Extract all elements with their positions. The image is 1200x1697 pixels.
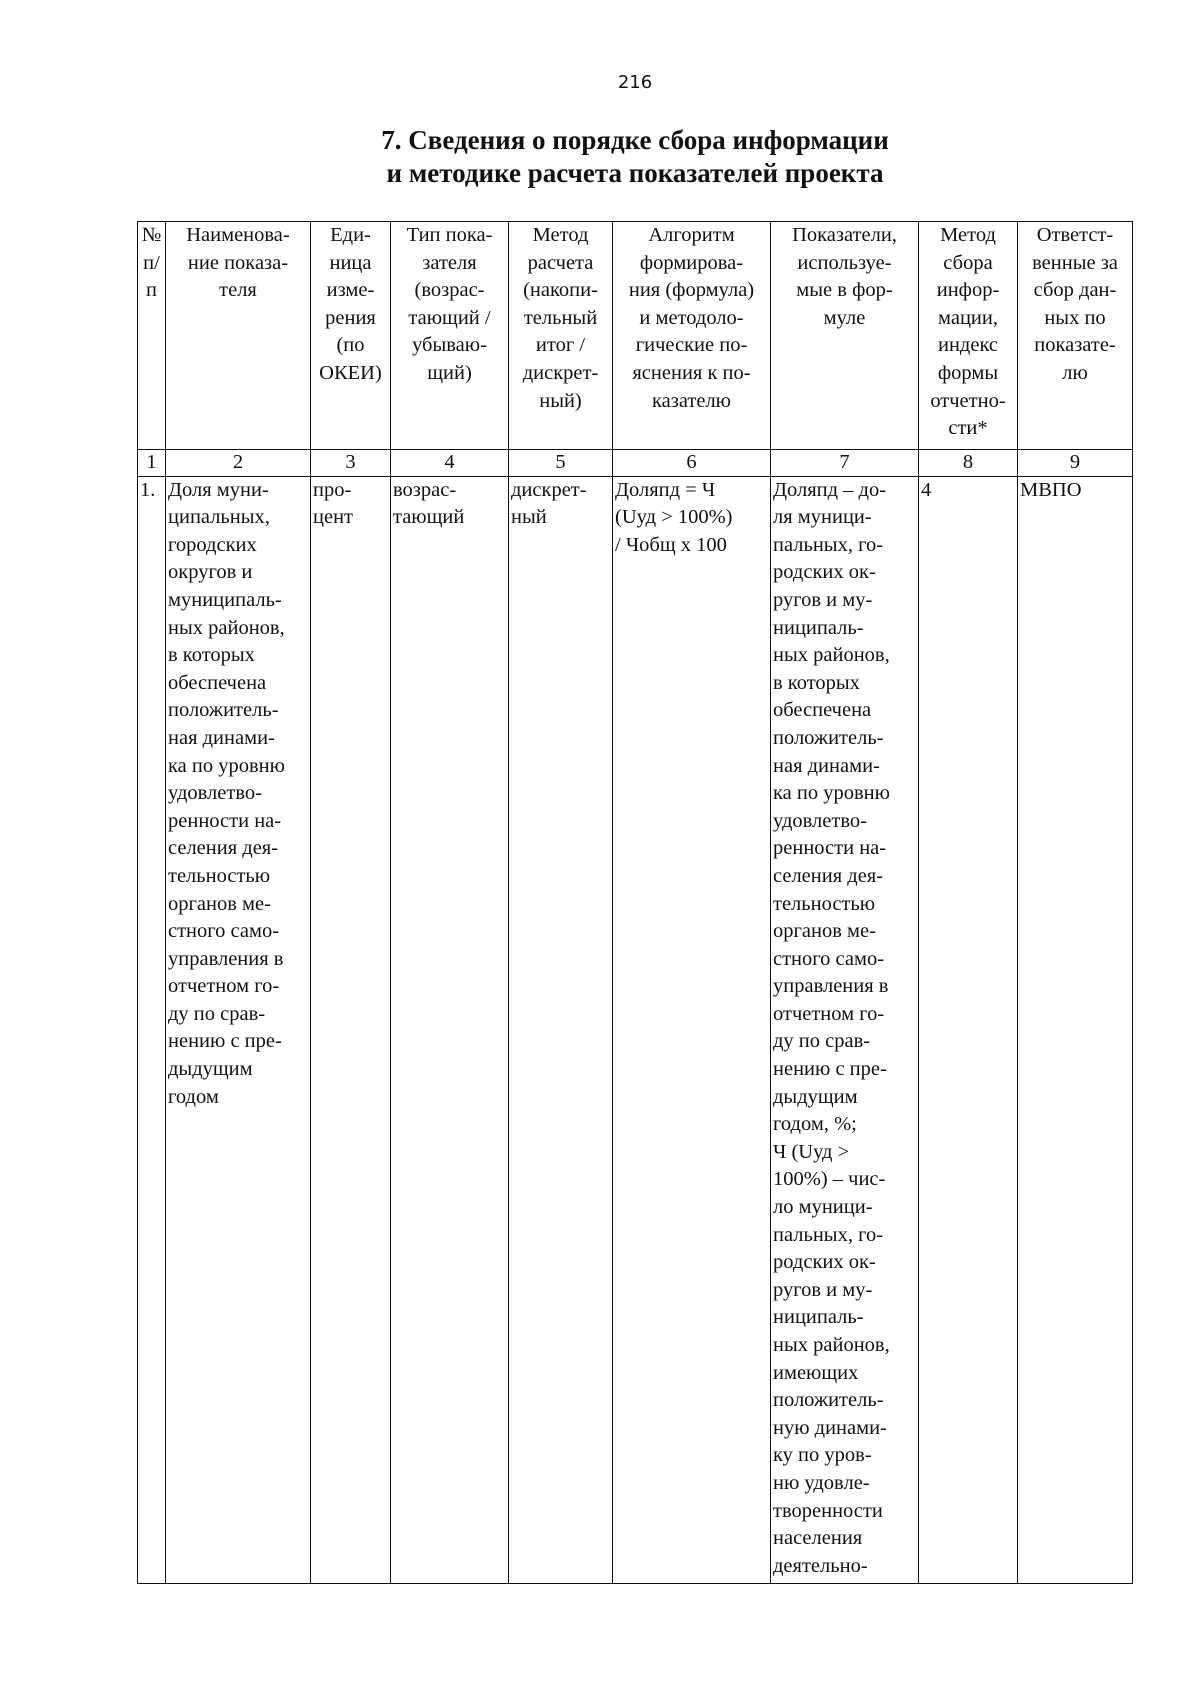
cell-text-line: в которых [168,644,255,667]
cell-text-line: ных районов, [168,616,285,639]
column-number: 2 [166,449,311,476]
cell-text-line: Тип пока- [406,224,493,246]
cell-text-line: Ответст- [1036,224,1114,246]
cell-text-line: ная динами- [773,754,880,777]
cell-text-line: (по [336,334,365,357]
cell-text-line: МВПО [1020,478,1082,501]
cell-text-line: ло муници- [773,1196,873,1219]
cell-text-line: ругов и му- [773,588,873,611]
cell-text-line: ния (формула) [628,279,755,302]
cell-text-line: гические по- [635,334,748,357]
cell-text-line: дискрет- [511,478,587,501]
cell-text-line: Доля муни- [168,478,269,501]
cell-text-line: ципальных, [168,506,270,529]
cell-indicator-name [166,476,311,1583]
cell-text-line: Метод [532,224,589,246]
cell-text-line: управления в [168,947,284,970]
cell-text-line: городских [168,533,257,556]
cell-text-line: в которых [773,671,860,694]
cell-text-line: сти* [948,417,988,440]
cell-text-line: родских ок- [773,1251,876,1274]
header-indicator-name [166,222,311,450]
cell-text-line: имеющих [773,1361,859,1384]
cell-text-line: положитель- [168,699,279,722]
cell-text-line: зателя [422,251,477,274]
cell-text-line: формирова- [639,251,744,274]
cell-text-line: яснения к по- [632,361,751,384]
cell-text-line: удовлетво- [168,782,262,805]
cell-text-line: тельностью [773,892,876,915]
cell-text-line: тающий [393,506,465,529]
section-title-line-2: и методике расчета показателей проекта [386,158,884,188]
cell-text-line: ных по [1044,306,1106,329]
column-number: 9 [1018,449,1133,476]
cell-text-line: Ч (Uуд > [773,1140,850,1163]
cell-text-line: Доляпд = Ч [615,478,716,501]
cell-text-line: 4 [921,478,932,501]
cell-text-line: убываю- [412,334,487,357]
cell-text-line: нению с пре- [773,1058,887,1081]
cell-text-line: Наименова- [186,224,290,246]
cell-text-line: возрас- [393,478,457,501]
cell-text-line: 100%) – чис- [773,1168,886,1191]
cell-text-line: управления в [773,975,889,998]
cell-text-line: / Чобщ х 100 [615,533,727,556]
column-number: 3 [311,449,391,476]
cell-text-line: тельностью [168,864,271,887]
cell-text-line: ных районов, [773,1334,890,1356]
cell-text-line: № [141,224,162,246]
cell-text-line: Метод [940,224,996,246]
header-formula-indicators [771,222,919,450]
cell-text-line: п [146,279,157,302]
cell-text-line: годом [168,1085,219,1108]
cell-text-line: теля [219,279,257,302]
cell-text-line: удовлетво- [773,809,867,832]
cell-calculation-method [509,476,613,1583]
table-row [138,476,1133,1583]
cell-text-line: итог / [535,334,586,357]
cell-text-line: обеспечена [168,671,267,694]
cell-text-line: ниципаль- [773,1306,864,1329]
cell-text-line: тающий / [408,306,491,329]
cell-text-line: обеспечена [773,699,872,722]
cell-text-line: Еди- [330,224,371,246]
cell-text-line: ню удовле- [773,1471,870,1494]
cell-text-line: положитель- [773,1389,884,1412]
cell-text-line: дыдущим [168,1058,253,1081]
cell-text-line: тельный [523,306,598,329]
cell-text-line: п/ [143,251,160,274]
cell-text-line: ка по уровню [773,782,890,805]
cell-text-line: стного само- [168,920,280,943]
cell-text-line: Доляпд – до- [773,478,887,501]
header-calculation-method [509,222,613,450]
cell-text-line: годом, %; [773,1113,857,1136]
cell-text-line: пальных, го- [773,533,884,556]
cell-text-line: расчета [527,251,594,274]
header-collection-method [919,222,1018,450]
cell-responsible [1018,476,1133,1583]
cell-text-line: ренности на- [168,809,282,832]
cell-text-line: Алгоритм [648,224,735,246]
cell-text-line: дыдущим [773,1085,858,1108]
cell-text-line: округов и [168,561,253,584]
column-number: 8 [919,449,1018,476]
header-algorithm [613,222,771,450]
cell-text-line: ние показа- [187,251,289,274]
cell-text-line: ный) [539,389,582,412]
cell-text-line: формы [937,361,999,384]
cell-text-line: ду по срав- [773,1030,871,1053]
cell-text-line: населения [773,1527,863,1550]
cell-text-line: ОКЕИ) [319,361,382,384]
cell-text-line: ная динами- [168,726,275,749]
cell-text-line: ку по уров- [773,1444,872,1467]
column-number: 5 [509,449,613,476]
cell-text-line: положитель- [773,726,884,749]
cell-text-line: мые в фор- [796,279,893,302]
cell-text-line: мации, [938,306,998,329]
cell-text-line: рения [325,306,376,329]
table-header-row [138,222,1133,450]
cell-text-line: отчетном го- [773,1002,885,1025]
cell-text-line: деятельно- [773,1554,868,1577]
cell-text-line: родских ок- [773,561,876,584]
cell-text-line: щий) [427,361,472,384]
section-title [0,124,1200,190]
cell-text-line: показате- [1034,334,1116,357]
cell-text-line: используе- [797,251,892,274]
cell-text-line: отчетно- [930,389,1006,412]
cell-formula-indicators [771,476,919,1583]
cell-text-line: пальных, го- [773,1223,884,1246]
cell-text-line: ниципаль- [773,616,864,639]
cell-text-line: отчетном го- [168,975,280,998]
cell-text-line: творенности [773,1499,883,1522]
column-number-row [138,449,1133,476]
cell-text-line: 1. [140,478,156,501]
cell-text-line: ница [329,251,372,274]
cell-collection-method [919,476,1018,1583]
cell-text-line: цент [313,506,353,529]
column-number: 7 [771,449,919,476]
cell-text-line: селения дея- [773,864,884,887]
section-title-line-1: 7. Сведения о порядке сбора информации [381,125,889,155]
cell-text-line: казателю [651,389,732,412]
column-number: 4 [391,449,509,476]
cell-text-line: ругов и му- [773,1278,873,1301]
cell-unit [311,476,391,1583]
cell-text-line: сбор дан- [1033,279,1117,302]
cell-text-line: и методоло- [639,306,744,329]
cell-text-line: (Uуд > 100%) [615,506,733,529]
cell-text-line: сбора [943,251,993,274]
cell-text-line: инфор- [936,279,1000,302]
cell-text-line: муле [823,306,866,329]
indicators-table [137,221,1133,1584]
cell-text-line: про- [313,478,352,501]
cell-text-line: ка по уровню [168,754,285,777]
cell-text-line: селения дея- [168,837,279,860]
cell-text-line: органов ме- [168,892,271,915]
cell-text-line: стного само- [773,947,885,970]
cell-indicator-type [391,476,509,1583]
cell-text-line: (накопи- [523,279,598,302]
page-number: 216 [617,72,653,93]
cell-algorithm [613,476,771,1583]
cell-text-line: ля муници- [773,506,872,529]
header-indicator-type [391,222,509,450]
cell-text-line: (возрас- [414,279,485,302]
cell-text-line: ную динами- [773,1416,887,1439]
cell-text-line: ренности на- [773,837,887,860]
cell-text-line: ный [511,506,547,529]
cell-text-line: изме- [326,279,375,302]
header-unit [311,222,391,450]
cell-text-line: индекс [937,334,999,357]
cell-text-line: муниципаль- [168,588,282,611]
cell-text-line: нению с пре- [168,1030,282,1053]
cell-number [138,476,166,1583]
cell-text-line: Показатели, [792,224,897,246]
cell-text-line: ду по срав- [168,1002,266,1025]
cell-text-line: органов ме- [773,920,876,943]
cell-text-line: ных районов, [773,644,890,667]
cell-text-line: лю [1062,361,1088,384]
cell-text-line: дискрет- [522,361,599,384]
header-number [138,222,166,450]
cell-text-line: венные за [1032,251,1118,274]
column-number: 1 [138,449,166,476]
column-number: 6 [613,449,771,476]
header-responsible [1018,222,1133,450]
